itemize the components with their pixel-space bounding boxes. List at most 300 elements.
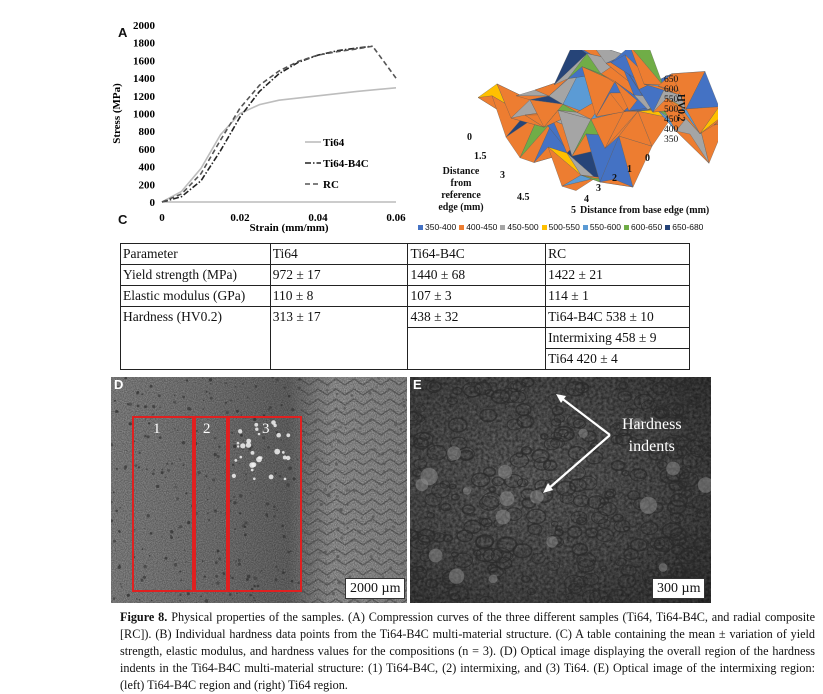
texture-dot: [333, 398, 336, 401]
texture-dot: [369, 419, 372, 422]
texture-dot: [176, 497, 179, 500]
table-cell: 972 ± 17: [270, 265, 408, 286]
texture-dot: [327, 421, 330, 424]
texture-dot: [310, 564, 312, 566]
texture-dot: [392, 526, 393, 527]
texture-dot: [239, 512, 241, 514]
table-cell: Ti64-B4C 538 ± 10: [546, 307, 690, 328]
texture-dot: [337, 414, 339, 416]
texture-dot: [220, 512, 221, 513]
texture-dot: [236, 593, 238, 595]
texture-dot: [182, 396, 185, 399]
legend-label: 500-550: [548, 222, 580, 232]
texture-dot: [257, 585, 260, 588]
texture-dot: [319, 528, 320, 529]
texture-dot: [137, 405, 140, 408]
series-line-3: [162, 46, 396, 202]
texture-dot: [241, 414, 242, 415]
texture-dot: [324, 488, 328, 492]
texture-dot: [358, 530, 361, 533]
texture-highlight: [251, 451, 255, 455]
texture-dot: [309, 400, 311, 402]
texture-dot: [307, 442, 309, 444]
light-grain: [463, 487, 471, 495]
texture-dot: [115, 510, 118, 513]
table-cell: Elastic modulus (GPa): [121, 286, 271, 307]
texture-dot: [136, 598, 137, 599]
texture-dot: [152, 413, 154, 415]
texture-dot: [165, 557, 168, 560]
texture-highlight: [254, 423, 258, 427]
texture-dot: [337, 440, 341, 444]
texture-dot: [150, 385, 153, 388]
y-tick-label: 1000: [133, 108, 155, 121]
texture-dot: [259, 431, 260, 432]
table-cell: 438 ± 32: [408, 307, 546, 328]
texture-dot: [254, 385, 257, 388]
texture-dot: [326, 594, 328, 596]
texture-dot: [206, 391, 208, 393]
texture-dot: [267, 446, 270, 449]
texture-dot: [187, 592, 190, 595]
texture-dot: [315, 594, 316, 595]
texture-dot: [246, 578, 249, 581]
texture-dot: [360, 458, 362, 460]
b-x-axis-label: Distance from base edge (mm): [580, 205, 710, 216]
texture-dot: [281, 404, 283, 406]
texture-dot: [349, 489, 351, 491]
texture-dot: [202, 560, 204, 562]
texture-dot: [279, 475, 282, 478]
table-cell: 114 ± 1: [546, 286, 690, 307]
light-grain: [416, 479, 429, 492]
texture-dot: [242, 383, 244, 385]
legend-label: 450-500: [507, 222, 539, 232]
texture-dot: [202, 408, 204, 410]
texture-dot: [156, 485, 159, 488]
y-tick-label: 1600: [133, 55, 155, 68]
texture-dot: [288, 395, 291, 398]
texture-dot: [240, 434, 243, 437]
texture-dot: [346, 504, 348, 506]
texture-dot: [142, 548, 144, 550]
legend-swatch: [542, 225, 547, 230]
texture-dot: [249, 594, 252, 597]
texture-dot: [118, 566, 121, 569]
texture-dot: [245, 473, 247, 475]
texture-dot: [336, 495, 339, 498]
texture-dot: [273, 515, 276, 518]
texture-dot: [197, 471, 200, 474]
texture-dot: [385, 528, 388, 531]
texture-dot: [374, 448, 377, 451]
texture-dot: [174, 428, 176, 430]
x-tick-label: 0.04: [308, 212, 328, 224]
table-cell: Yield strength (MPa): [121, 265, 271, 286]
texture-dot: [182, 464, 184, 466]
texture-dot: [226, 411, 229, 414]
texture-dot: [328, 432, 330, 434]
texture-dot: [312, 440, 314, 442]
texture-dot: [144, 435, 147, 438]
texture-dot: [332, 582, 334, 584]
texture-dot: [230, 399, 232, 401]
texture-dot: [369, 540, 371, 542]
texture-dot: [173, 401, 176, 404]
b-xtick-2: 2: [612, 173, 617, 184]
texture-dot: [238, 559, 241, 562]
texture-dot: [345, 393, 347, 395]
texture-dot: [356, 523, 358, 525]
texture-dot: [306, 530, 309, 533]
texture-dot: [331, 550, 333, 552]
texture-dot: [276, 510, 278, 512]
texture-dot: [337, 517, 338, 518]
texture-dot: [179, 600, 181, 602]
texture-dot: [359, 427, 362, 430]
texture-dot: [238, 563, 241, 566]
texture-dot: [401, 562, 404, 565]
texture-dot: [271, 412, 273, 414]
texture-dot: [402, 398, 405, 401]
texture-dot: [282, 579, 283, 580]
legend-label: Ti64: [323, 137, 345, 149]
texture-dot: [403, 487, 405, 489]
texture-dot: [375, 408, 377, 410]
texture-dot: [218, 557, 221, 560]
b-xtick-1: 1: [627, 164, 632, 175]
texture-dot: [370, 555, 373, 558]
texture-dot: [159, 407, 161, 409]
texture-dot: [264, 449, 266, 451]
texture-dot: [347, 468, 349, 470]
texture-dot: [144, 405, 147, 408]
legend-item: [500, 222, 538, 232]
texture-dot: [403, 573, 407, 577]
b-y-axis-label: Distance from reference edge (mm): [438, 166, 484, 213]
texture-dot: [247, 396, 249, 398]
compression-curve-chart: [100, 15, 420, 235]
texture-dot: [208, 519, 210, 521]
texture-dot: [231, 577, 233, 579]
b-ytick-3: 4.5: [517, 192, 530, 203]
texture-dot: [166, 463, 168, 465]
texture-dot: [207, 513, 209, 515]
header-parameter: Parameter: [121, 244, 271, 265]
texture-dot: [383, 463, 385, 465]
texture-dot: [320, 380, 323, 383]
y-tick-label: 400: [138, 161, 155, 174]
texture-dot: [174, 395, 176, 397]
texture-dot: [362, 493, 364, 495]
texture-dot: [254, 577, 258, 581]
texture-dot: [281, 525, 284, 528]
texture-dot: [401, 477, 402, 478]
texture-dot: [338, 426, 340, 428]
texture-dot: [146, 468, 148, 470]
texture-dot: [350, 394, 353, 397]
texture-dot: [319, 520, 322, 523]
texture-dot: [161, 536, 163, 538]
texture-dot: [398, 404, 400, 406]
optical-image-overview: [111, 377, 407, 603]
texture-dot: [338, 580, 341, 583]
texture-dot: [179, 459, 181, 461]
texture-dot: [291, 408, 294, 411]
texture-dot: [278, 569, 280, 571]
texture-dot: [275, 566, 277, 568]
texture-dot: [116, 468, 118, 470]
texture-dot: [298, 378, 301, 381]
scale-bar-d: 2000 µm: [345, 578, 405, 599]
legend-label: 600-650: [631, 222, 663, 232]
texture-dot: [140, 579, 143, 582]
texture-dot: [394, 561, 395, 562]
b-ytick-1: 1.5: [474, 151, 487, 162]
texture-dot: [282, 569, 284, 571]
texture-dot: [187, 521, 190, 524]
texture-dot: [261, 570, 262, 571]
texture-dot: [205, 599, 208, 602]
texture-dot: [113, 597, 116, 600]
texture-dot: [139, 452, 141, 454]
texture-dot: [152, 472, 155, 475]
texture-dot: [403, 404, 406, 407]
texture-dot: [338, 559, 341, 562]
texture-dot: [310, 488, 313, 491]
texture-dot: [165, 477, 166, 478]
texture-dot: [375, 386, 378, 389]
texture-dot: [303, 523, 306, 526]
texture-dot: [239, 463, 240, 464]
legend-item: [665, 222, 703, 232]
texture-highlight: [232, 474, 236, 478]
texture-dot: [327, 400, 329, 402]
texture-dot: [378, 455, 380, 457]
texture-dot: [319, 552, 320, 553]
texture-dot: [325, 562, 327, 564]
texture-dot: [338, 549, 339, 550]
texture-dot: [149, 555, 151, 557]
texture-dot: [309, 465, 312, 468]
texture-dot: [372, 515, 375, 518]
legend-swatch: [500, 225, 505, 230]
texture-dot: [129, 422, 132, 425]
texture-dot: [388, 428, 390, 430]
texture-dot: [141, 393, 143, 395]
texture-dot: [274, 472, 276, 474]
texture-dot: [244, 526, 246, 528]
b-z-ticks: 650 600 550 500 450 400 350: [664, 75, 679, 145]
texture-dot: [297, 459, 298, 460]
texture-dot: [185, 492, 187, 494]
texture-dot: [373, 390, 375, 392]
texture-dot: [339, 426, 342, 429]
texture-dot: [343, 477, 345, 479]
texture-dot: [182, 441, 186, 445]
texture-dot: [345, 489, 348, 492]
texture-dot: [403, 447, 404, 448]
texture-dot: [327, 494, 331, 498]
texture-dot: [187, 407, 190, 410]
x-axis-label: Strain (mm/mm): [249, 222, 329, 234]
texture-dot: [381, 453, 384, 456]
texture-dot: [328, 453, 330, 455]
texture-dot: [353, 489, 356, 492]
texture-dot: [345, 427, 347, 429]
texture-dot: [179, 570, 181, 572]
texture-dot: [320, 503, 323, 506]
texture-highlight: [246, 442, 251, 447]
texture-dot: [311, 541, 312, 542]
table-cell: Intermixing 458 ± 9: [546, 328, 690, 349]
texture-dot: [237, 399, 238, 400]
texture-dot: [287, 551, 290, 554]
texture-dot: [400, 428, 403, 431]
texture-dot: [186, 379, 188, 381]
texture-dot: [180, 579, 182, 581]
texture-dot: [313, 587, 315, 589]
texture-dot: [276, 378, 279, 381]
texture-dot: [336, 448, 337, 449]
panel-c-letter: C: [118, 212, 128, 227]
texture-dot: [405, 451, 408, 454]
texture-dot: [147, 514, 150, 517]
table-cell: 1422 ± 21: [546, 265, 690, 286]
texture-dot: [314, 456, 318, 460]
texture-dot: [369, 449, 370, 450]
texture-dot: [145, 419, 146, 420]
texture-dot: [116, 410, 118, 412]
legend-item: [583, 222, 621, 232]
texture-dot: [120, 583, 122, 585]
texture-dot: [174, 559, 176, 561]
texture-dot: [383, 470, 386, 473]
texture-dot: [121, 586, 123, 588]
texture-dot: [217, 455, 220, 458]
texture-dot: [170, 536, 173, 539]
texture-dot: [305, 584, 307, 586]
texture-dot: [200, 596, 202, 598]
region-label-3: 3: [262, 421, 270, 437]
panel-a-letter: A: [118, 25, 128, 40]
texture-dot: [167, 469, 170, 472]
texture-highlight: [256, 457, 262, 463]
texture-dot: [150, 532, 153, 535]
texture-dot: [230, 500, 232, 502]
texture-dot: [303, 506, 305, 508]
texture-dot: [126, 450, 127, 451]
texture-dot: [210, 397, 213, 400]
texture-highlight: [273, 424, 276, 427]
light-grain: [579, 429, 588, 438]
light-grain: [546, 536, 557, 547]
texture-dot: [235, 560, 237, 562]
texture-dot: [214, 453, 217, 456]
texture-dot: [273, 462, 274, 463]
texture-dot: [142, 470, 143, 471]
texture-dot: [265, 513, 268, 516]
y-axis-label: Stress (MPa): [111, 83, 123, 144]
texture-dot: [174, 563, 178, 567]
legend-label: 650-680: [672, 222, 704, 232]
x-tick-label: 0.02: [230, 212, 250, 224]
texture-dot: [143, 576, 146, 579]
b-xtick-3: 3: [596, 183, 601, 194]
b-xtick-4: 4: [584, 194, 589, 205]
texture-dot: [170, 535, 172, 537]
table-header-row: [121, 244, 690, 265]
texture-dot: [324, 551, 327, 554]
x-tick-label: 0: [159, 212, 165, 224]
texture-dot: [339, 508, 343, 512]
texture-dot: [326, 389, 329, 392]
texture-dot: [330, 497, 331, 498]
b-ytick-0: 0: [467, 132, 472, 143]
texture-highlight: [240, 443, 245, 448]
texture-highlight: [237, 442, 240, 445]
texture-dot: [152, 405, 155, 408]
texture-dot: [329, 424, 331, 426]
texture-dot: [274, 509, 275, 510]
y-tick-label: 1200: [133, 90, 155, 103]
texture-dot: [179, 525, 182, 528]
texture-dot: [389, 566, 392, 569]
texture-highlight: [240, 456, 243, 459]
texture-dot: [127, 594, 130, 597]
texture-highlight: [237, 445, 239, 447]
texture-dot: [171, 463, 173, 465]
texture-highlight: [251, 469, 254, 472]
light-grain: [447, 446, 461, 460]
texture-dot: [239, 494, 243, 498]
texture-dot: [331, 529, 332, 530]
region-label-2: 2: [203, 421, 211, 437]
texture-dot: [138, 466, 140, 468]
texture-dot: [313, 420, 316, 423]
texture-dot: [153, 469, 155, 471]
texture-dot: [275, 578, 278, 581]
texture-dot: [310, 490, 312, 492]
texture-highlight: [249, 462, 255, 468]
texture-highlight: [282, 451, 285, 454]
light-grain: [640, 497, 657, 514]
y-tick-label: 2000: [133, 20, 155, 32]
texture-dot: [332, 592, 336, 596]
texture-dot: [139, 599, 141, 601]
texture-dot: [335, 453, 337, 455]
texture-dot: [291, 580, 294, 583]
region-label-1: 1: [153, 421, 161, 437]
texture-dot: [222, 572, 225, 575]
table-row: [121, 307, 690, 328]
texture-dot: [251, 588, 253, 590]
texture-dot: [250, 493, 251, 494]
texture-highlight: [274, 449, 280, 455]
texture-dot: [333, 388, 335, 390]
light-grain: [499, 491, 514, 506]
texture-dot: [349, 600, 351, 602]
light-grain: [489, 575, 498, 584]
texture-dot: [331, 446, 333, 448]
table-cell: 313 ± 17: [270, 307, 408, 370]
legend-label: 550-600: [589, 222, 622, 232]
texture-dot: [403, 420, 406, 423]
texture-dot: [378, 547, 381, 550]
texture-dot: [118, 530, 121, 533]
texture-dot: [203, 400, 204, 401]
texture-dot: [148, 422, 150, 424]
